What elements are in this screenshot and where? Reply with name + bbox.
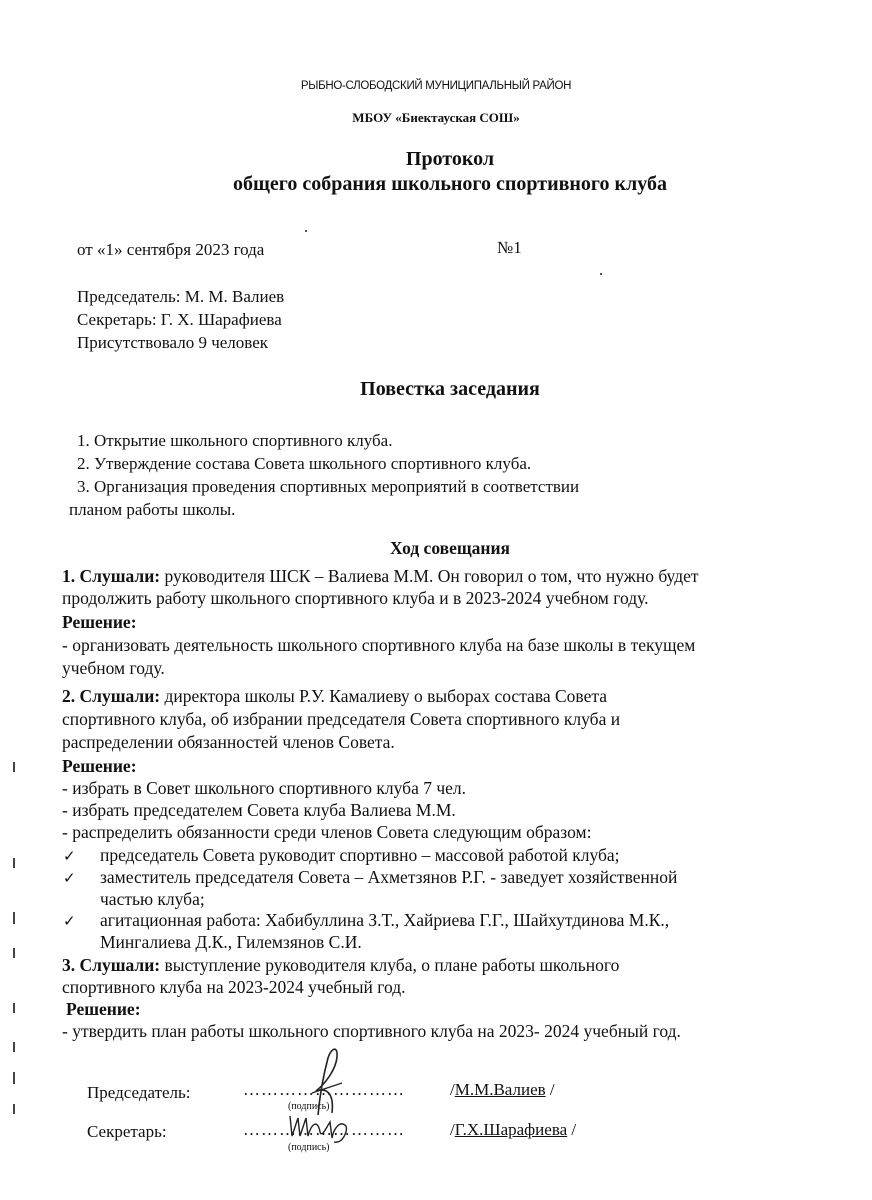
scan-speck (305, 230, 307, 232)
heard-2-text: директора школы Р.У. Камалиеву о выборах состава Совета (160, 686, 607, 706)
decision-1-line: учебном году. (62, 658, 165, 678)
secretary-line: Секретарь: Г. Х. Шарафиева (77, 310, 282, 329)
agenda-item: 3. Организация проведения спортивных мероприятий в соответствии (77, 477, 580, 496)
course-heading: Ход совещания (389, 538, 511, 558)
decision-3-label: Решение: (66, 999, 141, 1019)
meeting-date: от «1» сентября 2023 года (77, 240, 265, 259)
chair-signature-label: Председатель: (87, 1083, 191, 1102)
scan-margin-mark (13, 1003, 15, 1013)
heard-1-label: 1. Слушали: (62, 566, 161, 586)
bullet-item-cont: Мингалиева Д.К., Гилемзянов С.И. (100, 932, 362, 952)
heard-3-text: выступление руководителя клуба, о плане работы школьного (160, 955, 620, 975)
attendance-line: Присутствовало 9 человек (77, 333, 269, 352)
protocol-number: №1 (497, 238, 522, 257)
scan-margin-mark (13, 762, 15, 772)
decision-2-label: Решение: (62, 756, 137, 776)
checkmark-icon: ✓ (63, 914, 76, 930)
chairman-line: Председатель: М. М. Валиев (77, 287, 285, 306)
chair-signature-caption: (подпись) (288, 1101, 330, 1112)
secretary-signature-caption: (подпись) (288, 1142, 330, 1153)
secretary-signature-line: ……………………… (243, 1120, 405, 1139)
scan-margin-mark (13, 912, 15, 924)
heard-2 (62, 686, 607, 707)
heard-2-label: 2. Слушали: (62, 686, 161, 706)
bullet-item: заместитель председателя Совета – Ахметзянов Р.Г. - заведует хозяйственной (100, 867, 678, 887)
scan-margin-mark (13, 1042, 15, 1052)
bullet-item: председатель Совета руководит спортивно – массовой работой клуба; (100, 845, 620, 865)
decision-1-label: Решение: (62, 612, 137, 632)
bullet-item: агитационная работа: Хабибуллина З.Т., Хайриева Г.Г., Шайхутдинова М.К., (100, 910, 670, 930)
bullet-item-cont: частью клуба; (100, 889, 205, 909)
scan-margin-mark (13, 948, 15, 958)
scan-margin-mark (13, 1072, 15, 1084)
decision-2-line: - избрать председателем Совета клуба Валиева М.М. (62, 800, 456, 820)
heard-3 (62, 955, 619, 976)
scan-margin-mark (13, 858, 15, 868)
agenda-heading: Повестка заседания (360, 378, 540, 400)
district-name: РЫБНО-СЛОБОДСКИЙ МУНИЦИПАЛЬНЫЙ РАЙОН (300, 80, 572, 92)
agenda-item: планом работы школы. (69, 500, 236, 519)
scan-margin-mark (13, 1104, 15, 1114)
heard-2-cont: спортивного клуба, об избрании председателя Совета спортивного клуба и (62, 709, 621, 729)
decision-1-line: - организовать деятельность школьного спортивного клуба на базе школы в текущем (62, 635, 696, 655)
chair-name: /М.М.Валиев / (450, 1080, 555, 1099)
heard-3-label: 3. Слушали: (62, 955, 161, 975)
decision-2-line: - избрать в Совет школьного спортивного клуба 7 чел. (62, 778, 467, 798)
heard-1-text: руководителя ШСК – Валиева М.М. Он говорил о том, что нужно будет (160, 566, 699, 586)
scan-speck (600, 273, 602, 275)
document-title: Протокол (405, 148, 495, 170)
agenda-item: 2. Утверждение состава Совета школьного спортивного клуба. (77, 454, 532, 473)
agenda-item: 1. Открытие школьного спортивного клуба. (77, 431, 393, 450)
heard-1 (62, 566, 699, 587)
heard-2-cont: распределении обязанностей членов Совета. (62, 732, 395, 752)
decision-2-line: - распределить обязанности среди членов Совета следующим образом: (62, 822, 592, 842)
school-name: МБОУ «Биектауская СОШ» (352, 110, 520, 125)
checkmark-icon: ✓ (63, 849, 76, 865)
secretary-name: /Г.Х.Шарафиева / (450, 1120, 577, 1139)
chair-signature-line: ……………………… (243, 1080, 405, 1099)
decision-3-line: - утвердить план работы школьного спортивного клуба на 2023- 2024 учебный год. (62, 1021, 681, 1041)
secretary-signature-label: Секретарь: (87, 1122, 167, 1141)
document-subtitle: общего собрания школьного спортивного клуба (233, 173, 667, 195)
heard-1-cont: продолжить работу школьного спортивного клуба и в 2023-2024 учебном году. (62, 588, 649, 608)
checkmark-icon: ✓ (63, 871, 76, 887)
heard-3-cont: спортивного клуба на 2023-2024 учебный год. (62, 977, 406, 997)
secretary-signature-image (286, 1108, 356, 1148)
